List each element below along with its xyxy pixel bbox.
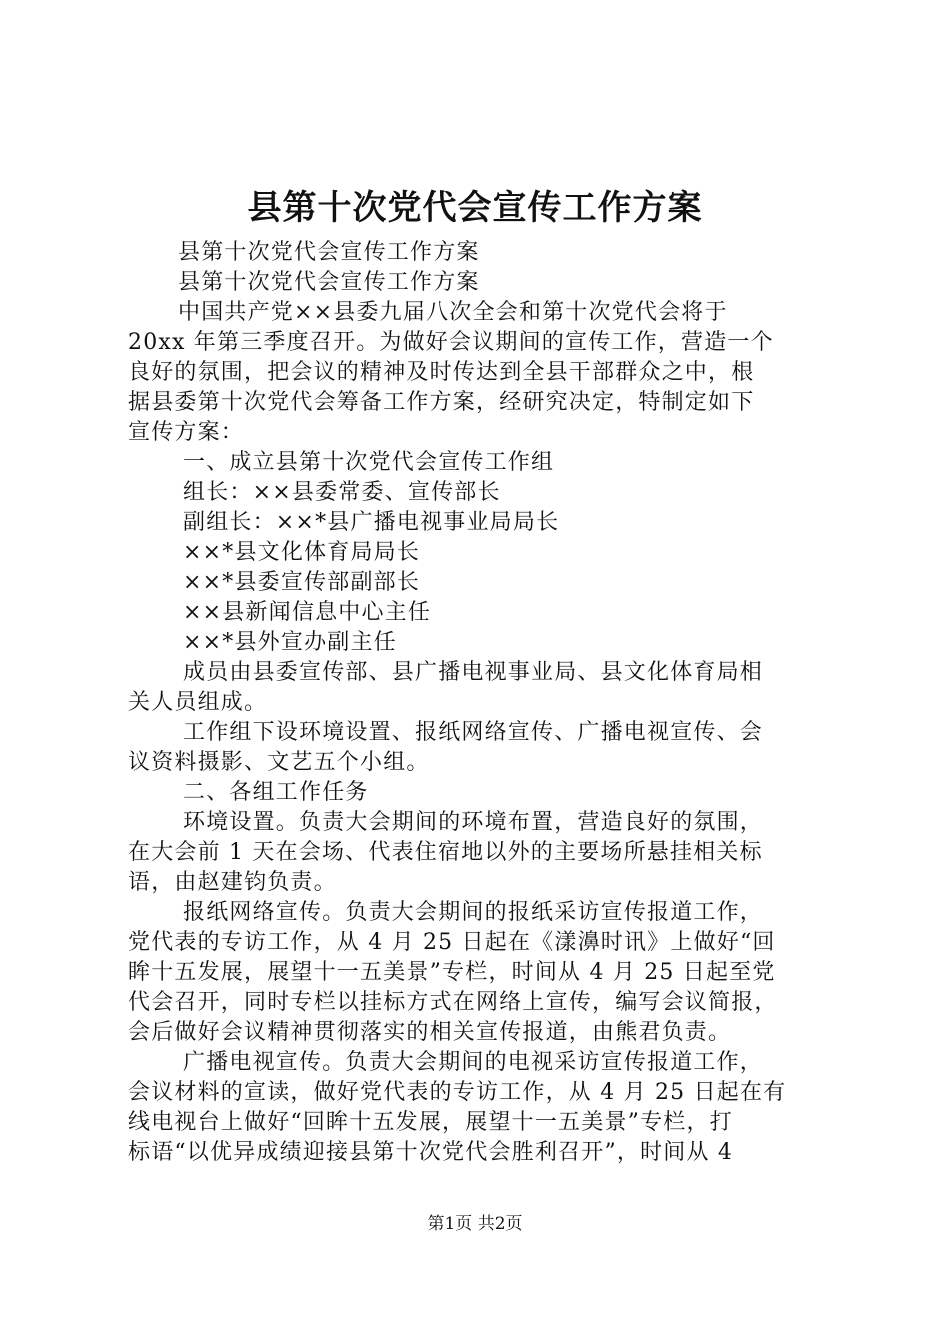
paragraph-line: 工作组下设环境设置、报纸网络宣传、广播电视宣传、会 (183, 720, 764, 745)
paragraph-line: 语，由赵建钧负责。 (128, 870, 337, 895)
paragraph-line: 议资料摄影、文艺五个小组。 (128, 750, 430, 775)
paragraph-line: 报纸网络宣传。负责大会期间的报纸采访宣传报道工作， (183, 900, 764, 925)
section-heading: 二、各组工作任务 (183, 780, 369, 805)
paragraph-line: 党代表的专访工作，从 4 月 25 日起在《漾濞时讯》上做好“回 (128, 930, 776, 955)
paragraph-line: ××县新闻信息中心主任 (183, 600, 432, 625)
paragraph-line: 据县委第十次党代会筹备工作方案，经研究决定，特制定如下 (128, 390, 755, 415)
paragraph-line: 会后做好会议精神贯彻落实的相关宣传报道，由熊君负责。 (128, 1020, 732, 1045)
paragraph-line: 县第十次党代会宣传工作方案 (178, 240, 480, 265)
page-number-footer: 第1页 共2页 (427, 1214, 523, 1234)
paragraph-line: 组长：××县委常委、宣传部长 (183, 480, 501, 505)
paragraph-line: 代会召开，同时专栏以挂标方式在网络上宣传，编写会议简报， (128, 990, 778, 1015)
document-body (128, 238, 833, 1168)
paragraph-line: 宣传方案： (128, 420, 245, 445)
document-title: 县第十次党代会宣传工作方案 (247, 188, 703, 228)
paragraph-line: 县第十次党代会宣传工作方案 (178, 270, 480, 295)
paragraph-line: 眸十五发展，展望十一五美景”专栏，时间从 4 月 25 日起至党 (128, 960, 776, 985)
paragraph-line: 成员由县委宣传部、县广播电视事业局、县文化体育局相 (183, 660, 764, 685)
paragraph-line: 会议材料的宣读，做好党代表的专访工作，从 4 月 25 日起在有 (128, 1080, 787, 1105)
paragraph-line: 20xx 年第三季度召开。为做好会议期间的宣传工作，营造一个 (128, 330, 774, 355)
paragraph-line: ××*县外宣办副主任 (183, 630, 397, 655)
paragraph-line: 在大会前 1 天在会场、代表住宿地以外的主要场所悬挂相关标 (128, 840, 763, 865)
paragraph-line: 标语“以优异成绩迎接县第十次党代会胜利召开”，时间从 4 (128, 1140, 734, 1165)
paragraph-line: ××*县文化体育局局长 (183, 540, 421, 565)
section-heading: 一、成立县第十次党代会宣传工作组 (183, 450, 555, 475)
paragraph-line: 副组长：××*县广播电视事业局局长 (183, 510, 560, 535)
paragraph-line: 良好的氛围，把会议的精神及时传达到全县干部群众之中，根 (128, 360, 755, 385)
paragraph-line: 中国共产党××县委九届八次全会和第十次党代会将于 (178, 300, 728, 325)
paragraph-line: 线电视台上做好“回眸十五发展，展望十一五美景”专栏，打 (128, 1110, 733, 1135)
paragraph-line: ××*县委宣传部副部长 (183, 570, 421, 595)
paragraph-line: 广播电视宣传。负责大会期间的电视采访宣传报道工作， (183, 1050, 764, 1075)
paragraph-line: 环境设置。负责大会期间的环境布置，营造良好的氛围， (183, 810, 764, 835)
paragraph-line: 关人员组成。 (128, 690, 268, 715)
